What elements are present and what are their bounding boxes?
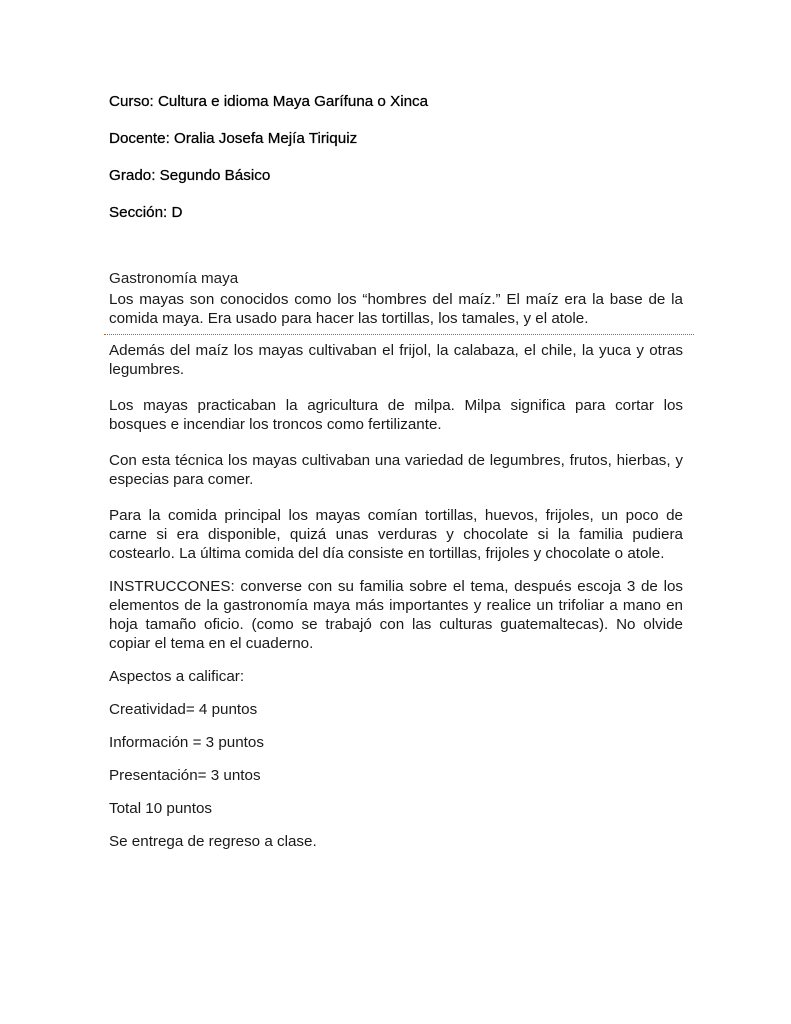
grading-total: Total 10 puntos xyxy=(109,800,213,817)
grading-item: Creatividad= 4 puntos xyxy=(109,701,258,718)
paragraph-intro: Los mayas son conocidos como los “hombres del maíz.” El maíz era la base de la comida maya. Era usado para hacer las tortillas, los tamales, y el atole. xyxy=(109,291,683,327)
dotted-divider xyxy=(104,334,694,335)
paragraph-milpa: Los mayas practicaban la agricultura de milpa. Milpa significa para cortar los bosques e incendiar los troncos como fertilizante. xyxy=(109,397,683,433)
paragraph-crops: Además del maíz los mayas cultivaban el frijol, la calabaza, el chile, la yuca y otras legumbres. xyxy=(109,342,683,378)
page-content xyxy=(109,92,683,851)
grading-item: Presentación= 3 untos xyxy=(109,767,261,784)
footer-note: Se entrega de regreso a clase. xyxy=(109,833,317,850)
grading-item: Información = 3 puntos xyxy=(109,734,264,751)
paragraph-main-meal: Para la comida principal los mayas comían tortillas, huevos, frijoles, un poco de carne si era disponible, quizá unas verduras y chocolate si la familia pudiera costearlo. La última comida del día consiste en tortillas, frijoles y chocolate o atole. xyxy=(109,507,683,562)
paragraph-instructions: INSTRUCCONES: converse con su familia sobre el tema, después escoja 3 de los elementos de la gastronomía maya más importantes y realice un trifoliar a mano en hoja tamaño oficio. (como se trabajó con las culturas guatemaltecas). No olvide copiar el tema en el cuaderno. xyxy=(109,578,683,652)
paragraph-technique: Con esta técnica los mayas cultivaban una variedad de legumbres, frutos, hierbas, y especias para comer. xyxy=(109,452,683,488)
grading-title: Aspectos a calificar: xyxy=(109,668,245,685)
grade-line: Grado: Segundo Básico xyxy=(109,167,271,184)
section-line: Sección: D xyxy=(109,204,183,221)
topic-title: Gastronomía maya xyxy=(109,270,239,287)
teacher-line: Docente: Oralia Josefa Mejía Tiriquiz xyxy=(109,130,358,147)
course-line: Curso: Cultura e idioma Maya Garífuna o Xinca xyxy=(109,93,429,110)
grading-section xyxy=(109,667,683,851)
